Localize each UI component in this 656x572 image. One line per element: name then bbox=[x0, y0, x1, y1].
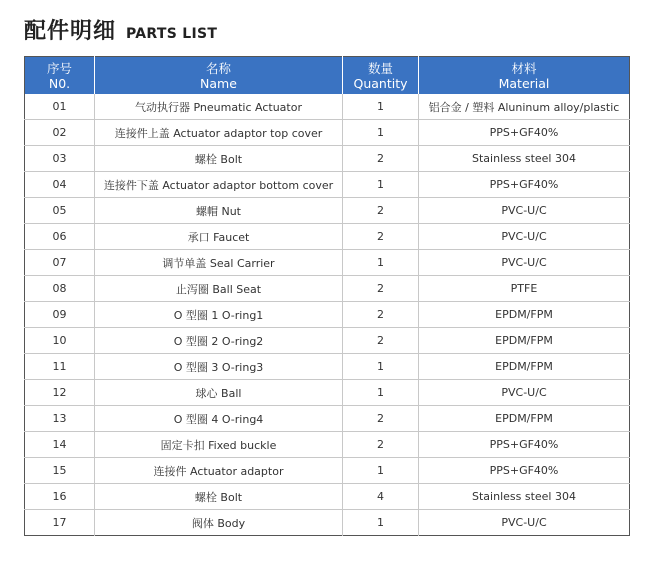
parts-table bbox=[24, 56, 630, 536]
table-row bbox=[25, 380, 630, 406]
cell-name: 连接件下盖 Actuator adaptor bottom cover bbox=[95, 172, 343, 198]
cell-number: 01 bbox=[52, 100, 67, 113]
table-row bbox=[25, 224, 630, 250]
column-header-material-cn: 材料 bbox=[511, 60, 537, 76]
cell-name: 承口 Faucet bbox=[95, 224, 343, 250]
cell-name: 固定卡扣 Fixed buckle bbox=[95, 432, 343, 458]
page-heading bbox=[24, 14, 217, 46]
cell-number: 05 bbox=[25, 198, 95, 224]
table-row bbox=[25, 120, 630, 146]
cell-name: 螺帽 Nut bbox=[95, 198, 343, 224]
column-header-number bbox=[25, 57, 95, 95]
cell-number: 02 bbox=[25, 120, 95, 146]
cell-quantity: 1 bbox=[343, 94, 419, 120]
table-row bbox=[25, 276, 630, 302]
cell-material: PVC-U/C bbox=[419, 198, 630, 224]
page-title-en: PARTS LIST bbox=[126, 26, 218, 42]
cell-name: 螺栓 Bolt bbox=[95, 484, 343, 510]
cell-material: 铝合金 / 塑料 Aluninum alloy/plastic bbox=[419, 94, 630, 120]
cell-quantity: 2 bbox=[343, 198, 419, 224]
cell-quantity: 2 bbox=[343, 302, 419, 328]
table-row bbox=[25, 354, 630, 380]
cell-quantity: 4 bbox=[343, 484, 419, 510]
cell-name: 连接件上盖 Actuator adaptor top cover bbox=[95, 120, 343, 146]
cell-quantity: 2 bbox=[343, 432, 419, 458]
page-title-cn: 配件明细 bbox=[24, 19, 117, 44]
table-row bbox=[25, 94, 630, 120]
table-row bbox=[25, 328, 630, 354]
column-header-quantity bbox=[343, 57, 419, 95]
cell-material: EPDM/FPM bbox=[419, 354, 630, 380]
cell-material: Stainless steel 304 bbox=[419, 146, 630, 172]
cell-quantity: 1 bbox=[343, 120, 419, 146]
parts-table-header bbox=[25, 57, 630, 95]
cell-quantity: 1 bbox=[343, 458, 419, 484]
cell-quantity: 2 bbox=[343, 224, 419, 250]
cell-name: 螺栓 Bolt bbox=[95, 146, 343, 172]
cell-number: 03 bbox=[25, 146, 95, 172]
table-row bbox=[25, 484, 630, 510]
column-header-quantity-cn: 数量 bbox=[367, 60, 393, 76]
cell-name: 球心 Ball bbox=[95, 380, 343, 406]
cell-quantity: 1 bbox=[343, 380, 419, 406]
column-header-name-en: Name bbox=[200, 75, 237, 91]
cell-name: O 型圈 4 O-ring4 bbox=[95, 406, 343, 432]
cell-number: 08 bbox=[25, 276, 95, 302]
cell-name: 调节单盖 Seal Carrier bbox=[95, 250, 343, 276]
cell-quantity: 1 bbox=[343, 172, 419, 198]
table-row bbox=[25, 458, 630, 484]
parts-table-body bbox=[25, 94, 630, 536]
cell-number: 13 bbox=[25, 406, 95, 432]
cell-material: EPDM/FPM bbox=[419, 328, 630, 354]
table-row bbox=[25, 250, 630, 276]
cell-number: 14 bbox=[25, 432, 95, 458]
cell-material: PTFE bbox=[419, 276, 630, 302]
cell-material: PVC-U/C bbox=[419, 250, 630, 276]
table-row bbox=[25, 198, 630, 224]
cell-number: 10 bbox=[25, 328, 95, 354]
cell-number: 06 bbox=[25, 224, 95, 250]
cell-material: PPS+GF40% bbox=[419, 172, 630, 198]
cell-name: 气动执行器 Pneumatic Actuator bbox=[95, 94, 343, 120]
table-row bbox=[25, 302, 630, 328]
cell-material: EPDM/FPM bbox=[419, 406, 630, 432]
table-row bbox=[25, 510, 630, 536]
cell-quantity: 2 bbox=[343, 276, 419, 302]
cell-quantity: 2 bbox=[343, 146, 419, 172]
cell-material: PPS+GF40% bbox=[419, 120, 630, 146]
column-header-number-en: N0. bbox=[48, 75, 71, 91]
cell-number: 11 bbox=[25, 354, 95, 380]
cell-name: O 型圈 1 O-ring1 bbox=[95, 302, 343, 328]
cell-name: 连接件 Actuator adaptor bbox=[95, 458, 343, 484]
cell-number: 04 bbox=[25, 172, 95, 198]
cell-material: PVC-U/C bbox=[419, 380, 630, 406]
cell-material: PVC-U/C bbox=[419, 510, 630, 536]
column-header-number-cn: 序号 bbox=[46, 60, 72, 76]
cell-name: 阀体 Body bbox=[95, 510, 343, 536]
table-row bbox=[25, 172, 630, 198]
cell-quantity: 1 bbox=[343, 354, 419, 380]
cell-material: Stainless steel 304 bbox=[419, 484, 630, 510]
cell-name: 止泻圈 Ball Seat bbox=[95, 276, 343, 302]
cell-number: 15 bbox=[25, 458, 95, 484]
column-header-name-cn: 名称 bbox=[205, 60, 231, 76]
table-row bbox=[25, 432, 630, 458]
column-header-quantity-en: Quantity bbox=[353, 75, 408, 91]
cell-name: O 型圈 2 O-ring2 bbox=[95, 328, 343, 354]
cell-material: PVC-U/C bbox=[419, 224, 630, 250]
cell-quantity: 1 bbox=[343, 510, 419, 536]
column-header-name bbox=[95, 57, 343, 95]
cell-number: 09 bbox=[25, 302, 95, 328]
cell-number: 17 bbox=[25, 510, 95, 536]
cell-number: 12 bbox=[25, 380, 95, 406]
cell-material: EPDM/FPM bbox=[419, 302, 630, 328]
table-row bbox=[25, 406, 630, 432]
cell-number: 07 bbox=[25, 250, 95, 276]
cell-quantity: 2 bbox=[343, 328, 419, 354]
header-row bbox=[25, 57, 630, 95]
cell-material: PPS+GF40% bbox=[419, 432, 630, 458]
cell-quantity: 1 bbox=[343, 250, 419, 276]
cell-quantity: 2 bbox=[343, 406, 419, 432]
cell-name: O 型圈 3 O-ring3 bbox=[95, 354, 343, 380]
cell-material: PPS+GF40% bbox=[419, 458, 630, 484]
column-header-material-en: Material bbox=[498, 75, 550, 91]
cell-number: 16 bbox=[25, 484, 95, 510]
column-header-material bbox=[419, 57, 630, 95]
table-row bbox=[25, 146, 630, 172]
